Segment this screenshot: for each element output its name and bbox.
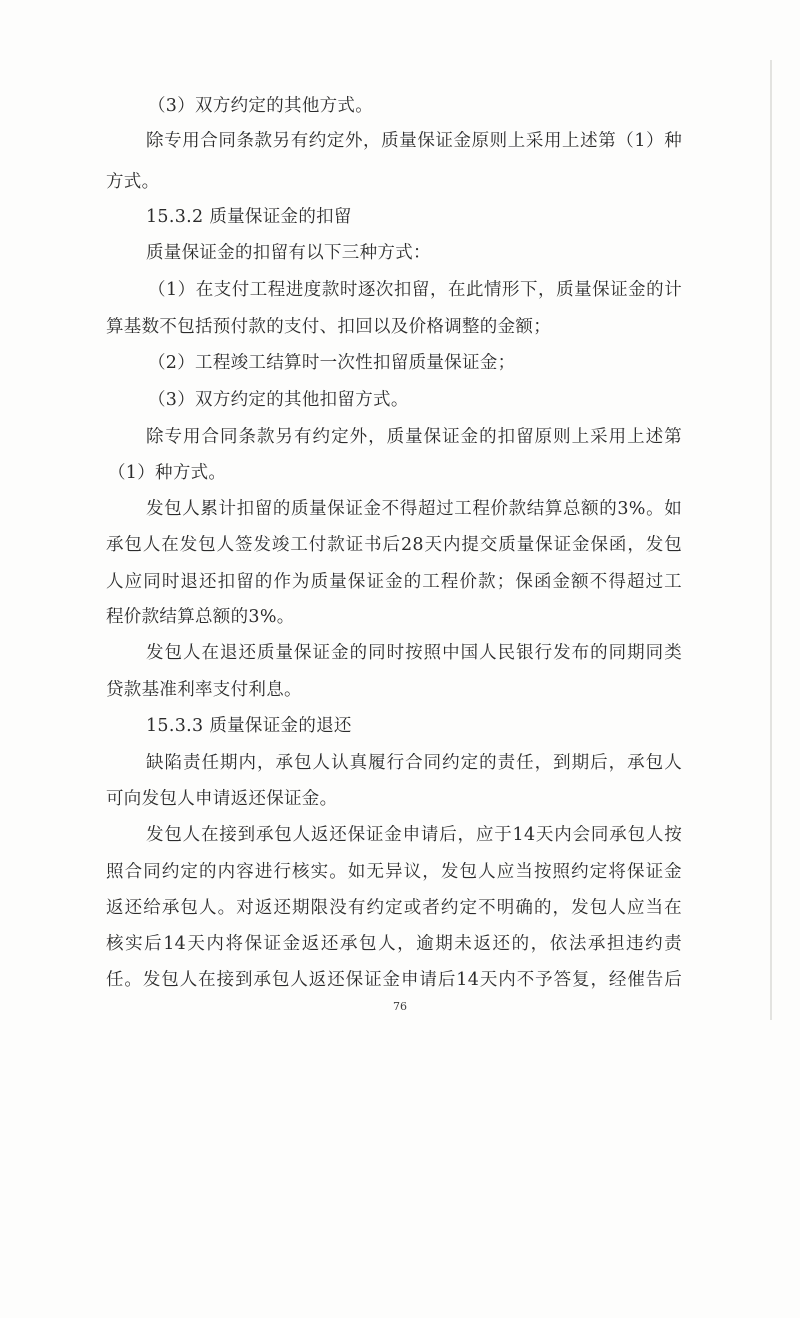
text-line: （2）工程竣工结算时一次性扣留质量保证金； — [148, 353, 516, 373]
text-line: 可向发包人申请返还保证金。 — [106, 789, 338, 809]
text-line: 发包人累计扣留的质量保证金不得超过工程价款结算总额的3%。如 — [146, 499, 682, 519]
page-edge-shadow — [770, 60, 772, 1020]
text-line: 发包人在退还质量保证金的同时按照中国人民银行发布的同期同类 — [146, 643, 682, 663]
page-number: 76 — [393, 1000, 407, 1013]
text-line: 除专用合同条款另有约定外，质量保证金原则上采用上述第（1）种 — [146, 131, 682, 151]
text-line: 承包人在发包人签发竣工付款证书后28天内提交质量保证金保函，发包 — [106, 535, 682, 555]
text-line: （1）种方式。 — [108, 463, 227, 483]
text-line: 贷款基准利率支付利息。 — [106, 680, 302, 700]
text-line: 程价款结算总额的3%。 — [106, 607, 295, 627]
text-line: 核实后14天内将保证金返还承包人，逾期未返还的，依法承担违约责 — [106, 934, 682, 954]
text-line: 质量保证金的扣留有以下三种方式： — [146, 243, 431, 263]
text-line: 照合同约定的内容进行核实。如无异议，发包人应当按照约定将保证金 — [106, 862, 682, 882]
text-line: 人应同时退还扣留的作为质量保证金的工程价款；保函金额不得超过工 — [106, 572, 682, 592]
text-line: 缺陷责任期内，承包人认真履行合同约定的责任，到期后，承包人 — [146, 753, 682, 773]
section-heading: 15.3.2 质量保证金的扣留 — [146, 207, 352, 227]
text-line: （3）双方约定的其他扣留方式。 — [148, 390, 409, 410]
section-heading: 15.3.3 质量保证金的退还 — [146, 716, 352, 736]
text-line: （3）双方约定的其他方式。 — [148, 96, 374, 116]
text-line: 任。发包人在接到承包人返还保证金申请后14天内不予答复，经催告后 — [106, 970, 682, 990]
text-line: 发包人在接到承包人返还保证金申请后，应于14天内会同承包人按 — [146, 825, 682, 845]
text-line: 返还给承包人。对返还期限没有约定或者约定不明确的，发包人应当在 — [106, 898, 682, 918]
text-line: 方式。 — [106, 172, 160, 192]
text-line: 除专用合同条款另有约定外，质量保证金的扣留原则上采用上述第 — [146, 427, 682, 447]
text-line: 算基数不包括预付款的支付、扣回以及价格调整的金额； — [106, 317, 551, 337]
text-line: （1）在支付工程进度款时逐次扣留，在此情形下，质量保证金的计 — [148, 280, 682, 300]
